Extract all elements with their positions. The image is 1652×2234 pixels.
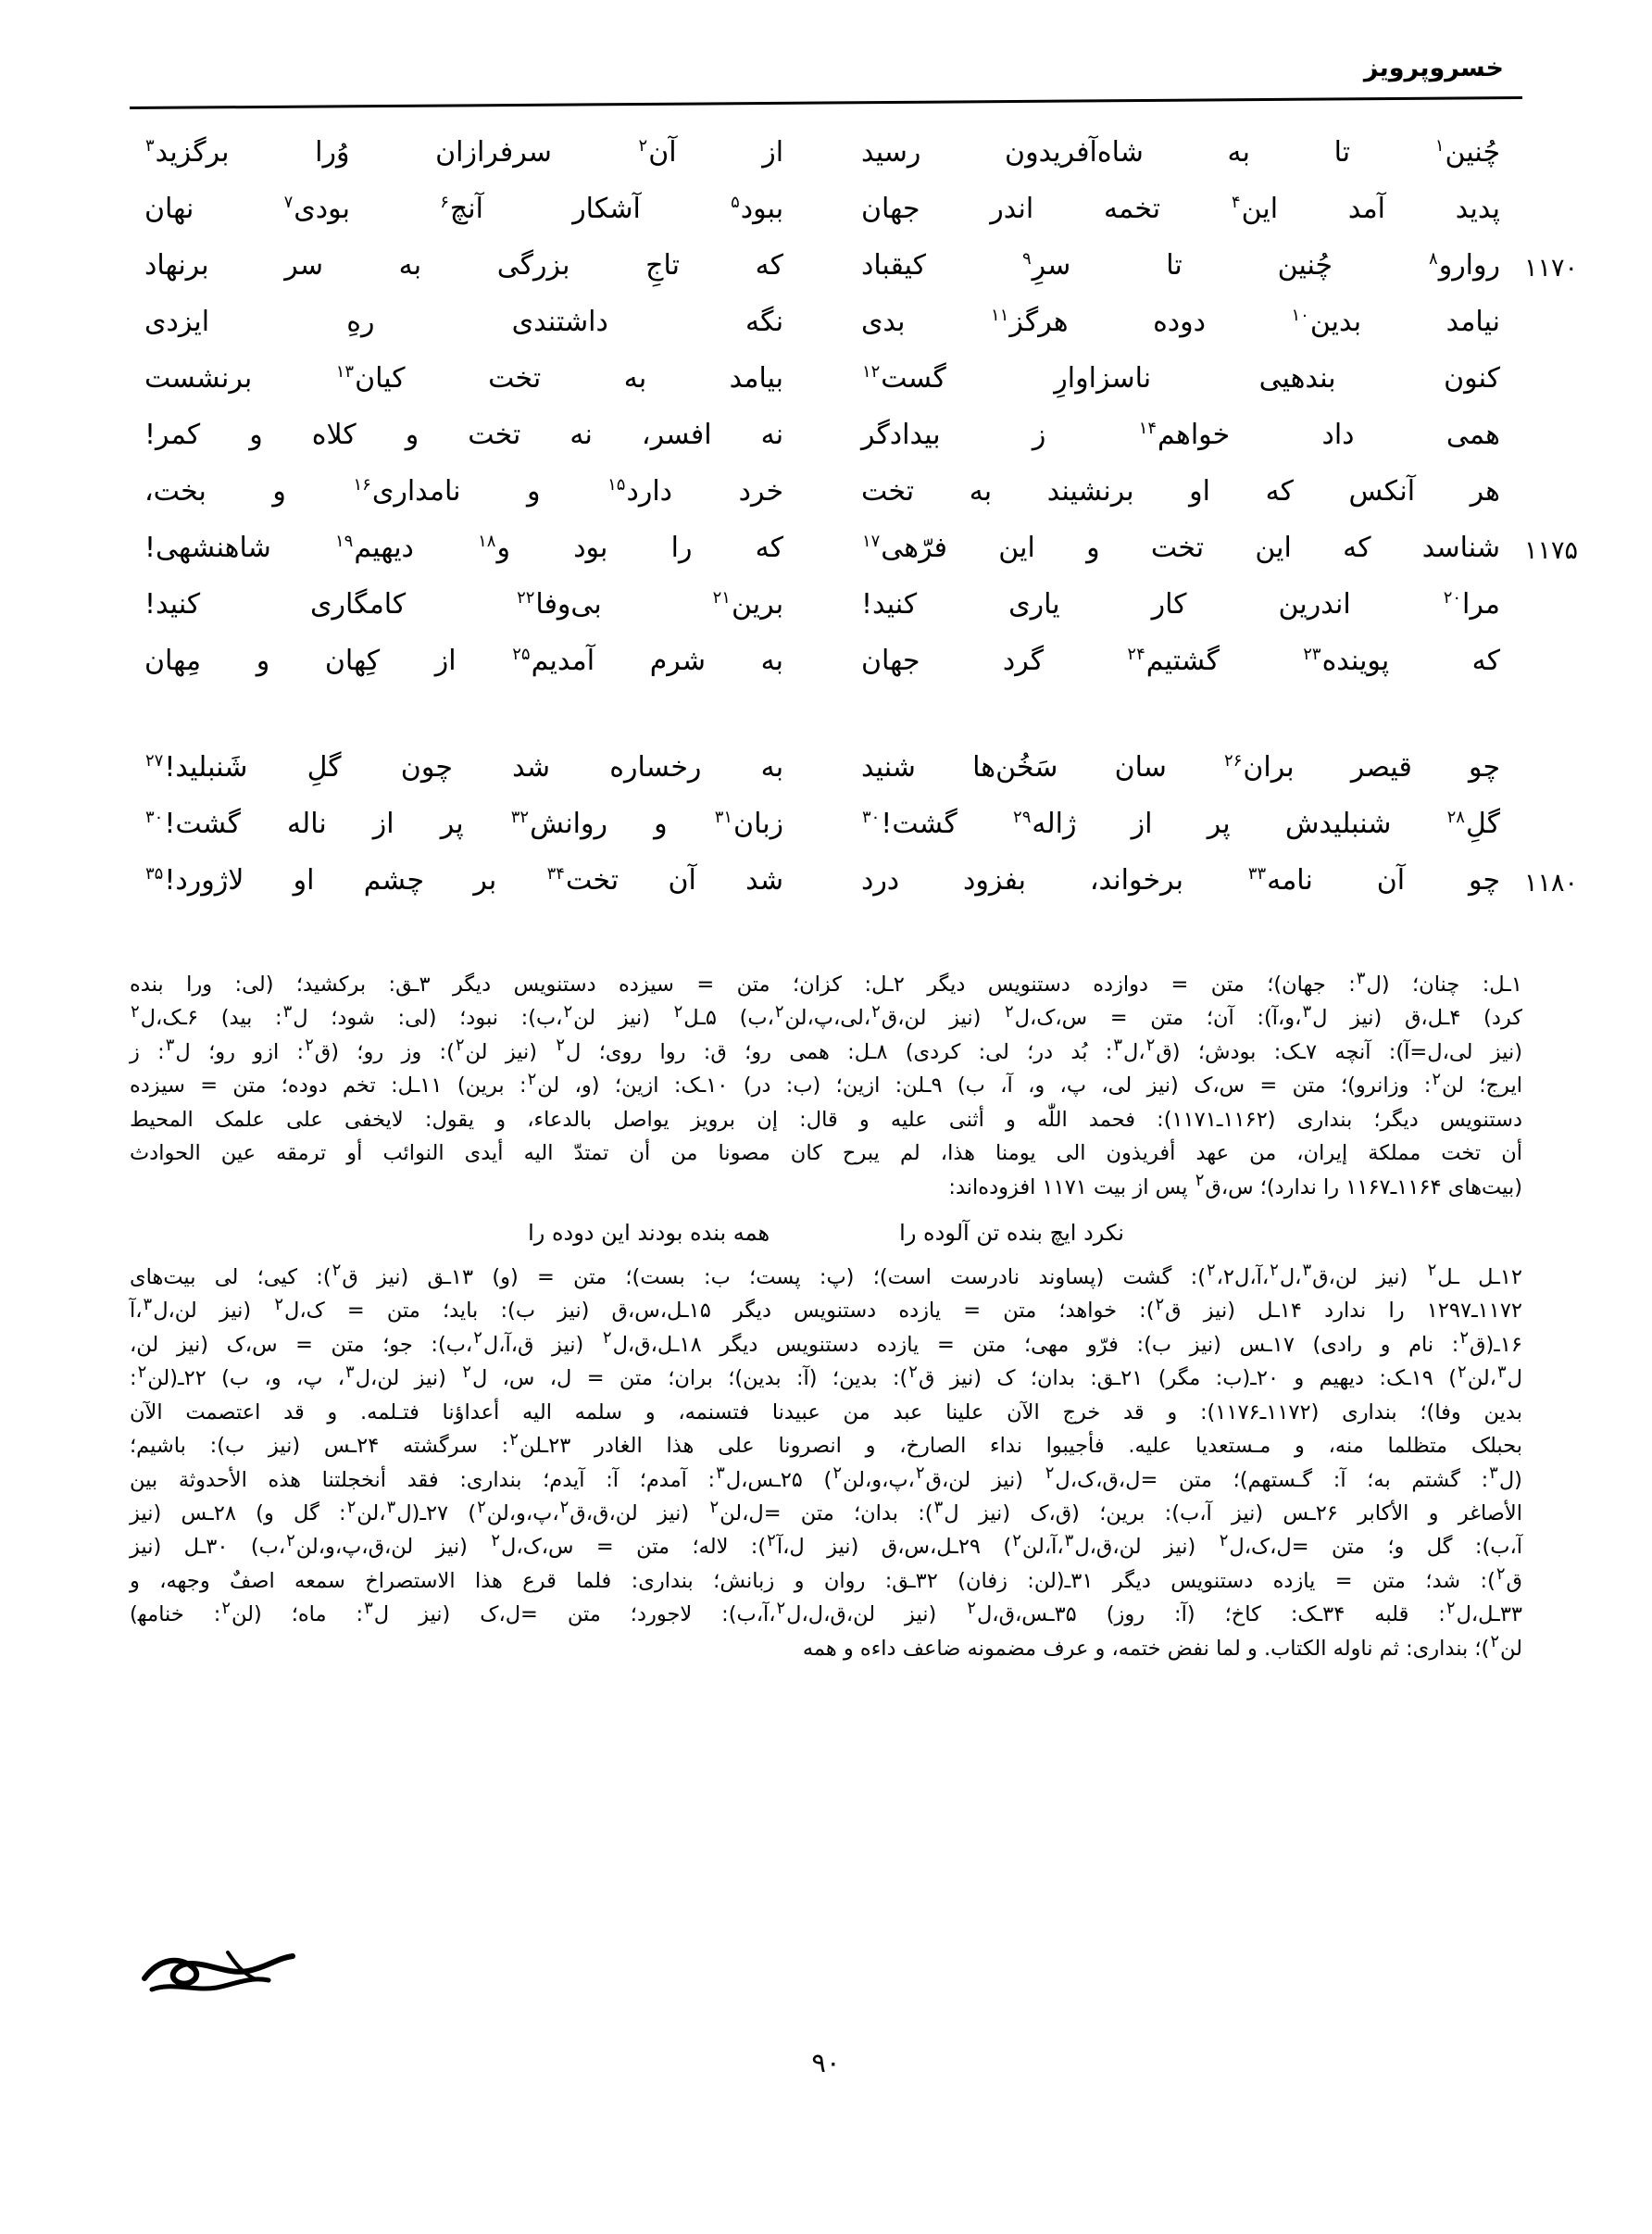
verse-line xyxy=(139,647,1513,704)
hemistich-second xyxy=(139,308,783,336)
verse-line xyxy=(139,475,1513,534)
hemistich-first-text: کنون بندهیی ناسزاوارِ گست$^{۱۲}$ xyxy=(861,362,1500,395)
verse-line xyxy=(139,751,1513,810)
apparatus-line: (ل$^۳$: گشتم به؛ آ: گـستهم)؛ متن =ل،ق،ک،ل$^۲$ (نیز لن،ق$^۲$،پ،و،لن$^۲$) ۲۵ـس،ل$^۳$: آمدم؛ آ: آیدم؛ بنداری: فقد أنخجلتنا هذه الأحدوثة بین xyxy=(130,1463,1522,1492)
hemistich-first-text: مرا$^{۲۰}$ اندرین کار یاری کنید! xyxy=(860,588,1500,621)
hemistich-first xyxy=(861,810,1513,838)
apparatus-line: ق$^۲$): شد؛ متن = یازده دستنویس دیگر ۳۱ـ(لن: زفان) ۳۲ـق: روان و زبانش؛ بنداری: فلما قرع هذا الاستصراخ سمعه اصفٌ وجهه، و xyxy=(130,1564,1522,1593)
page-number: ۹۰ xyxy=(811,2047,841,2078)
hemistich-second xyxy=(139,362,784,395)
hemistich-first xyxy=(860,751,1513,784)
hemistich-second-text: ببود$^۵$ آشکار آنچ$^۶$ بودی$^۷$ نهان xyxy=(144,193,784,225)
hemistich-first xyxy=(860,475,1513,508)
apparatus-line: ل$^۳$،لن$^۲$) ۱۹ـک: دیهیم و ۲۰ـ(ب: مگر) ۲۱ـق: بدان؛ ک (نیز ق$^۲$): بدین؛ (آ: بدین)؛ بران؛ متن = ل، س، ل$^۲$ (نیز لن،ل$^۳$، پ، و، ب) ۲۲ـ(لن$^۲$: xyxy=(130,1362,1522,1391)
hemistich-second-text: بیامد به تخت کیان$^{۱۳}$ برنشست xyxy=(144,362,784,395)
hemistich-first xyxy=(861,362,1513,395)
inserted-verse-hemistich-left: نکرد ایچ بنده تن آلوده را xyxy=(899,1220,1124,1247)
apparatus-line: ۳۳ـل،ل$^۲$: قلبه ۳۴ـک: کاخ؛ (آ: روز) ۳۵ـس،ق،ل$^۲$ (نیز لن،ق،ل،ل$^۲$،آ،ب): لاجورد؛ متن =ل،ک (نیز ل$^۳$: ماه؛ (لن$^۲$: خنامه‍) xyxy=(130,1598,1522,1627)
hemistich-second xyxy=(139,647,783,675)
hemistich-second-text: خرد دارد$^{۱۵}$ و نامداری$^{۱۶}$ و بخت، xyxy=(144,475,784,508)
hemistich-second xyxy=(139,195,783,223)
hemistich-second xyxy=(139,136,784,169)
apparatus-line: کرد) ۴ـل،ق (نیز ل$^۳$،و،آ): آن؛ متن = س،ک،ل$^۲$ (نیز لن،ق$^۲$،لی،پ،لن$^۲$،ب) ۵ـل$^۲$ (نیز لن$^۲$،ب): نبود؛ (لی: شود؛ ل$^۳$: بید) ۶ـک،ل$^۲$ xyxy=(131,1001,1522,1031)
hemistich-second xyxy=(139,751,784,784)
hemistich-second-text: نه افسر، نه تخت و کلاه و کمر! xyxy=(144,419,784,451)
verse-line xyxy=(139,308,1513,365)
apparatus-line: (نیز لی،ل=آ): آنچه ۷ـک: بودش؛ (ق$^۲$،ل$^۳$: بُد در؛ لی: کردی) ۸ـل: همی رو؛ ق: روا روی؛ ل$^۲$ (نیز لن$^۲$): وز رو؛ (ق$^۲$: ازو رو؛ ل$^۳$: ز xyxy=(130,1035,1522,1064)
apparatus-line: دستنویس دیگر؛ بنداری (۱۱۶۲ـ۱۱۷۱): فحمد اللّٰه و أثنی علیه و قال: إن برویز یواصل بالدعاء، و یقول: لایخفی علی علمک المحیط xyxy=(130,1107,1522,1132)
hemistich-second xyxy=(139,588,784,621)
verse-line-number: ۱۱۷۰ xyxy=(1524,254,1579,282)
verse-line xyxy=(139,249,1579,308)
verse-line xyxy=(139,588,1513,647)
verse-line xyxy=(139,136,1513,195)
hemistich-first-text: که پوینده$^{۲۳}$ گشتیم$^{۲۴}$ گرد جهان xyxy=(860,645,1500,677)
hemistich-first xyxy=(860,588,1513,621)
hemistich-second-text: برین$^{۲۱}$ بی‌وفا$^{۲۲}$ کامگاری کنید! xyxy=(144,588,784,621)
verse-area xyxy=(139,136,1579,973)
verse-line xyxy=(139,864,1579,923)
hemistich-first xyxy=(860,249,1579,282)
verse-line xyxy=(139,195,1513,252)
verse-line xyxy=(139,532,1579,591)
hemistich-first-text: هر آنکس که او برنشیند به تخت xyxy=(860,475,1500,508)
hemistich-second-text: از آن$^۲$ سرفرازان وُرا برگزید$^۳$ xyxy=(145,136,784,169)
stanza xyxy=(139,751,1579,923)
hemistich-first xyxy=(861,421,1513,449)
stanza xyxy=(139,136,1579,704)
hemistich-second-text: که را بود و$^{۱۸}$ دیهیم$^{۱۹}$ شاهنشهی! xyxy=(144,532,784,564)
hemistich-first xyxy=(861,532,1579,565)
apparatus-line: أن تخت مملکة إیران، من عهد أفریذون الی یومنا هذا، لم یبرح کان مصونا من أن تمتدّ الیه أیدی النوائب أو ترمقه عین الحوادث xyxy=(130,1141,1522,1166)
apparatus-block-one xyxy=(130,968,1522,1204)
hemistich-second xyxy=(139,864,784,897)
hemistich-first xyxy=(860,136,1513,169)
verse-line xyxy=(139,810,1513,867)
hemistich-first xyxy=(861,195,1513,223)
hemistich-second xyxy=(139,421,783,449)
apparatus-line: ۱۶ـ(ق$^۲$: نام و رادی) ۱۷ـس (نیز ب): فرّو مهی؛ متن = یازده دستنویس دیگر ۱۸ـل،ق،ل$^۲$ (نیز ق،آ،ل$^۲$،ب): جو؛ متن = س،ک (نیز لن، xyxy=(130,1328,1522,1357)
hemistich-first-text: روارو$^۸$ چُنین تا سرِ$^۹$ کیقباد xyxy=(860,249,1500,282)
hemistich-second xyxy=(139,249,784,282)
hemistich-first-text: چُنین$^۱$ تا به شاه‌آفریدون رسید xyxy=(860,136,1500,169)
apparatus-criticus xyxy=(130,968,1522,1665)
apparatus-line: ۱ـل: چنان؛ (ل$^۳$: جهان)؛ متن = دوازده دستنویس دیگر ۲ـل: کزان؛ متن = سیزده دستنویس دیگر ۳ـق: برکشید؛ (لی: ورا بنده xyxy=(130,968,1522,997)
apparatus-inserted-verse xyxy=(130,1215,1522,1251)
running-head-title: خسروپرویز xyxy=(1363,54,1504,82)
inserted-verse-hemistich-right: همه بنده بودند این دوده را xyxy=(528,1220,770,1247)
hemistich-second-text: که تاجِ بزرگی به سر برنهاد xyxy=(144,249,784,282)
hemistich-second-text: زبان$^{۳۱}$ و روانش$^{۳۲}$ پر از ناله گشت!$^{۳۰}$ xyxy=(145,808,784,840)
apparatus-line: آ،ب): گل و؛ متن =ل،ک،ل$^۲$ (نیز لن،ق،ل$^۳$،آ،لن$^۲$) ۲۹ـل،س،ق (نیز ل،آ$^۲$): لاله؛ متن = س،ک،ل$^۲$ (نیز لن،ق،پ،و،لن$^۲$،ب) ۳۰ـل (نیز xyxy=(130,1530,1522,1560)
apparatus-line: (بیت‌های ۱۱۶۴ـ۱۱۶۷ را ندارد)؛ س،ق$^۲$ پس از بیت ۱۱۷۱ افزوده‌اند: xyxy=(948,1171,1522,1199)
hemistich-first-text: گلِ$^{۲۸}$ شنبلیدش پر از ژاله$^{۲۹}$ گشت!$^{۳۰}$ xyxy=(861,808,1500,840)
hemistich-first-text: پدید آمد این$^۴$ تخمه اندر جهان xyxy=(860,193,1500,225)
hemistich-first xyxy=(861,647,1513,675)
hemistich-second-text: به شرم آمدیم$^{۲۵}$ از کِهان و مِهان xyxy=(144,645,784,677)
running-head xyxy=(130,54,1522,111)
apparatus-line: ایرج؛ لن$^۲$: وزانرو)؛ متن = س،ک (نیز لی، پ، و، آ، ب) ۹ـلن: ازین؛ (ب: در) ۱۰ـک: ازین؛ (و، لن$^۲$: برین) ۱۱ـل: تخم دوده؛ متن = سیزده xyxy=(130,1069,1522,1098)
hemistich-first-text: چو قیصر بران$^{۲۶}$ سان سَخُن‌ها شنید xyxy=(860,751,1500,784)
verse-line-number: ۱۱۷۵ xyxy=(1524,536,1579,565)
verse-line xyxy=(139,362,1513,421)
apparatus-line: لن$^۲$)؛ بنداری: ثم ناوله الکتاب. و لما نفض ختمه، و عرف مضمونه ضاعف داءه و همه xyxy=(802,1632,1522,1661)
hemistich-first-text: نیامد بدین$^{۱۰}$ دوده هرگز$^{۱۱}$ بدی xyxy=(860,306,1500,338)
hemistich-first-text: شناسد که این تخت و این فرّهی$^{۱۷}$ xyxy=(861,532,1500,564)
hemistich-second xyxy=(139,475,784,508)
apparatus-line: ۱۲ـل ـل$^۲$ (نیز لن،ق$^۳$،ل$^۲$،آ،ل$^۲$،۲): گشت (پساوند نادرست است)؛ (پ: پست؛ ب: بست)؛ متن = (و) ۱۳ـق (نیز ق$^۲$): کیی؛ لی بیت‌های xyxy=(130,1261,1522,1289)
hemistich-second-text: به رخساره شد چون گلِ شَنبلید!$^{۲۷}$ xyxy=(145,751,784,784)
library-ink-stamp-icon xyxy=(139,1936,302,2004)
apparatus-line: الأصاغر و الأکابر ۲۶ـس (نیز آ،ب): برین؛ (ق،ک (نیز ل$^۳$): بدان؛ متن =ل،لن$^۲$ (نیز لن،ق،ق$^۲$،پ،و،لن$^۲$) ۲۷ـ(ل$^۳$،لن$^۲$: گل و) ۲۸ـس (نیز xyxy=(130,1497,1522,1525)
apparatus-line: بحبلک متظلما منه، و مـستعدیا علیه. فأجیبوا نداء الصارخ، و انصرونا علی هذا الغادر ۲۳ـلن$^۲$: سرگشته ۲۴ـس (نیز ب): باشیم؛ xyxy=(130,1429,1522,1459)
hemistich-first-text: چو آن نامه$^{۳۳}$ برخواند، بفزود درد xyxy=(860,864,1500,897)
verse-line xyxy=(139,421,1513,478)
apparatus-line: بدین وفا)؛ بنداری (۱۱۷۲ـ۱۱۷۶): و قد خرج الآن علینا عبد من عبیدنا فتسنمه، و سلمه الیه أعداؤنا فتـلمه. و قد اعتصمت الآن xyxy=(130,1399,1522,1424)
hemistich-second xyxy=(139,810,783,838)
hemistich-second xyxy=(139,534,783,562)
apparatus-line: ۱۱۷۲ـ۱۲۹۷ را ندارد ۱۴ـل (نیز ق$^۲$): خواهد؛ متن = یازده دستنویس دیگر ۱۵ـل،س،ق (نیز ب): باید؛ متن = ک،ل$^۲$ (نیز لن،ل$^۳$،آ xyxy=(130,1294,1522,1324)
hemistich-second-text: شد آن تخت$^{۳۴}$ بر چشم او لاژورد!$^{۳۵}$ xyxy=(145,864,784,897)
header-rule xyxy=(130,96,1522,109)
apparatus-block-two xyxy=(130,1261,1522,1665)
stanza-list xyxy=(139,136,1579,923)
hemistich-first-text: همی داد خواهم$^{۱۴}$ ز بیدادگر xyxy=(860,419,1500,451)
verse-line-number: ۱۱۸۰ xyxy=(1524,869,1579,897)
hemistich-first xyxy=(861,308,1513,336)
hemistich-first xyxy=(860,864,1579,897)
hemistich-second-text: نگه داشتندی رهِ ایزدی xyxy=(144,306,784,338)
